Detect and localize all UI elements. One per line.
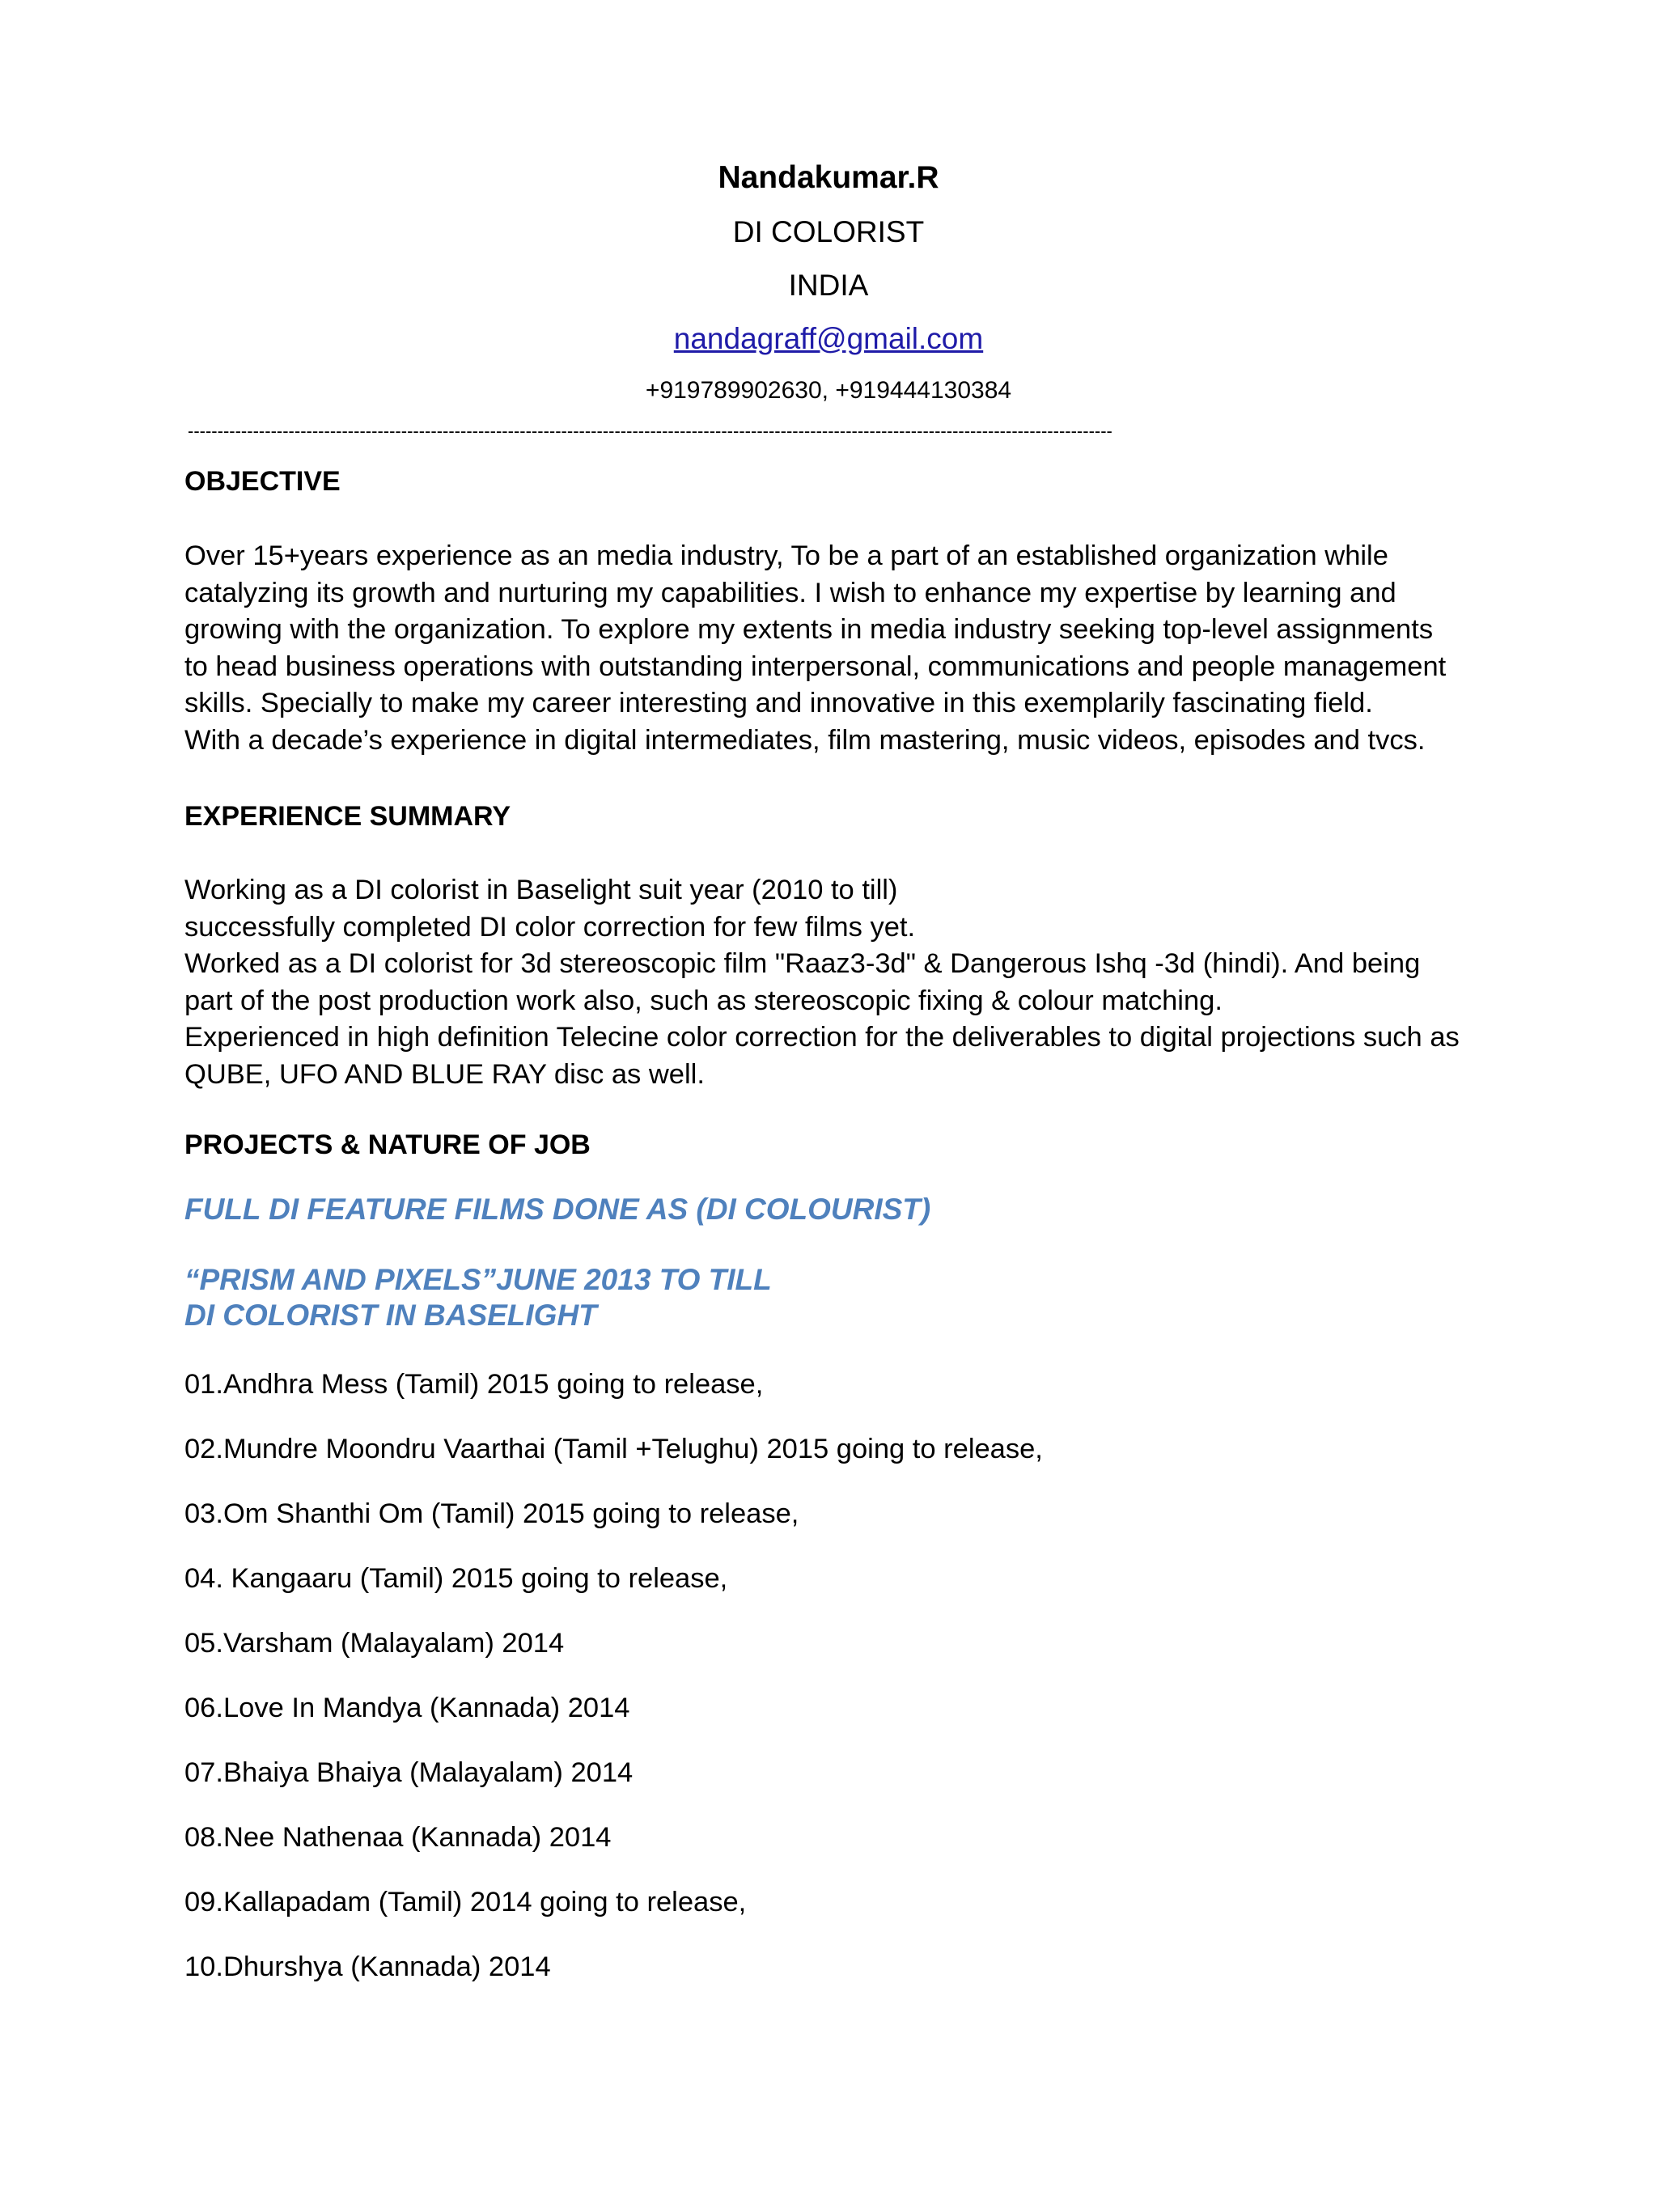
candidate-country: INDIA (788, 269, 869, 302)
film-item: 07.Bhaiya Bhaiya (Malayalam) 2014 (184, 1757, 634, 1788)
objective-paragraph (184, 538, 1495, 759)
experience-line: part of the post production work also, such as stereoscopic fixing & colour matching. (184, 985, 1223, 1016)
email-line (0, 322, 1657, 356)
experience-line: successfully completed DI color correction for few films yet. (184, 911, 916, 943)
experience-line: Experienced in high definition Telecine color correction for the deliverables to digital projections such as (184, 1022, 1460, 1053)
objective-line: Over 15+years experience as an media industry, To be a part of an established organization while (184, 540, 1388, 571)
experience-paragraph (184, 872, 1495, 1093)
company-role-line: DI COLORIST IN BASELIGHT (184, 1299, 597, 1332)
divider-line: ------------------------------------------------------------------------------------------------------------------------------------------------------------ (188, 421, 1112, 441)
projects-heading: PROJECTS & NATURE OF JOB (184, 1129, 591, 1160)
film-item: 04. Kangaaru (Tamil) 2015 going to release, (184, 1563, 728, 1594)
objective-line: With a decade’s experience in digital intermediates, film mastering, music videos, episodes and tvcs. (184, 724, 1426, 756)
film-item: 08.Nee Nathenaa (Kannada) 2014 (184, 1822, 612, 1853)
experience-line: Working as a DI colorist in Baselight suit year (2010 to till) (184, 875, 898, 905)
candidate-role: DI COLORIST (732, 215, 925, 248)
film-item: 05.Varsham (Malayalam) 2014 (184, 1628, 565, 1659)
film-item: 09.Kallapadam (Tamil) 2014 going to release, (184, 1887, 747, 1917)
objective-line: catalyzing its growth and nurturing my capabilities. I wish to enhance my expertise by learning and (184, 577, 1396, 608)
objective-line: skills. Specially to make my career interesting and innovative in this exemplarily fascinating field. (184, 688, 1373, 718)
experience-heading: EXPERIENCE SUMMARY (184, 801, 511, 832)
objective-line: growing with the organization. To explore my extents in media industry seeking top-level assignments (184, 614, 1434, 645)
film-item: 10.Dhurshya (Kannada) 2014 (184, 1951, 551, 1982)
candidate-name: Nandakumar.R (718, 160, 939, 195)
objective-line: to head business operations with outstanding interpersonal, communications and people management (184, 650, 1447, 682)
film-item: 02.Mundre Moondru Vaarthai (Tamil +Telughu) 2015 going to release, (184, 1434, 1043, 1464)
projects-subheading: FULL DI FEATURE FILMS DONE AS (DI COLOURIST) (184, 1193, 931, 1226)
company-line: “PRISM AND PIXELS”JUNE 2013 TO TILL (184, 1263, 772, 1296)
objective-heading: OBJECTIVE (184, 466, 341, 497)
experience-line: Worked as a DI colorist for 3d stereoscopic film "Raaz3-3d" & Dangerous Ishq -3d (hindi). And being (184, 948, 1421, 979)
phone-numbers: +919789902630, +919444130384 (645, 377, 1012, 404)
experience-line: QUBE, UFO AND BLUE RAY disc as well. (184, 1058, 705, 1090)
email-link[interactable]: nandagraff@gmail.com (673, 322, 984, 355)
film-item: 01.Andhra Mess (Tamil) 2015 going to release, (184, 1369, 764, 1400)
film-item: 03.Om Shanthi Om (Tamil) 2015 going to release, (184, 1498, 799, 1529)
company-block (184, 1262, 1495, 1333)
film-item: 06.Love In Mandya (Kannada) 2014 (184, 1693, 630, 1723)
